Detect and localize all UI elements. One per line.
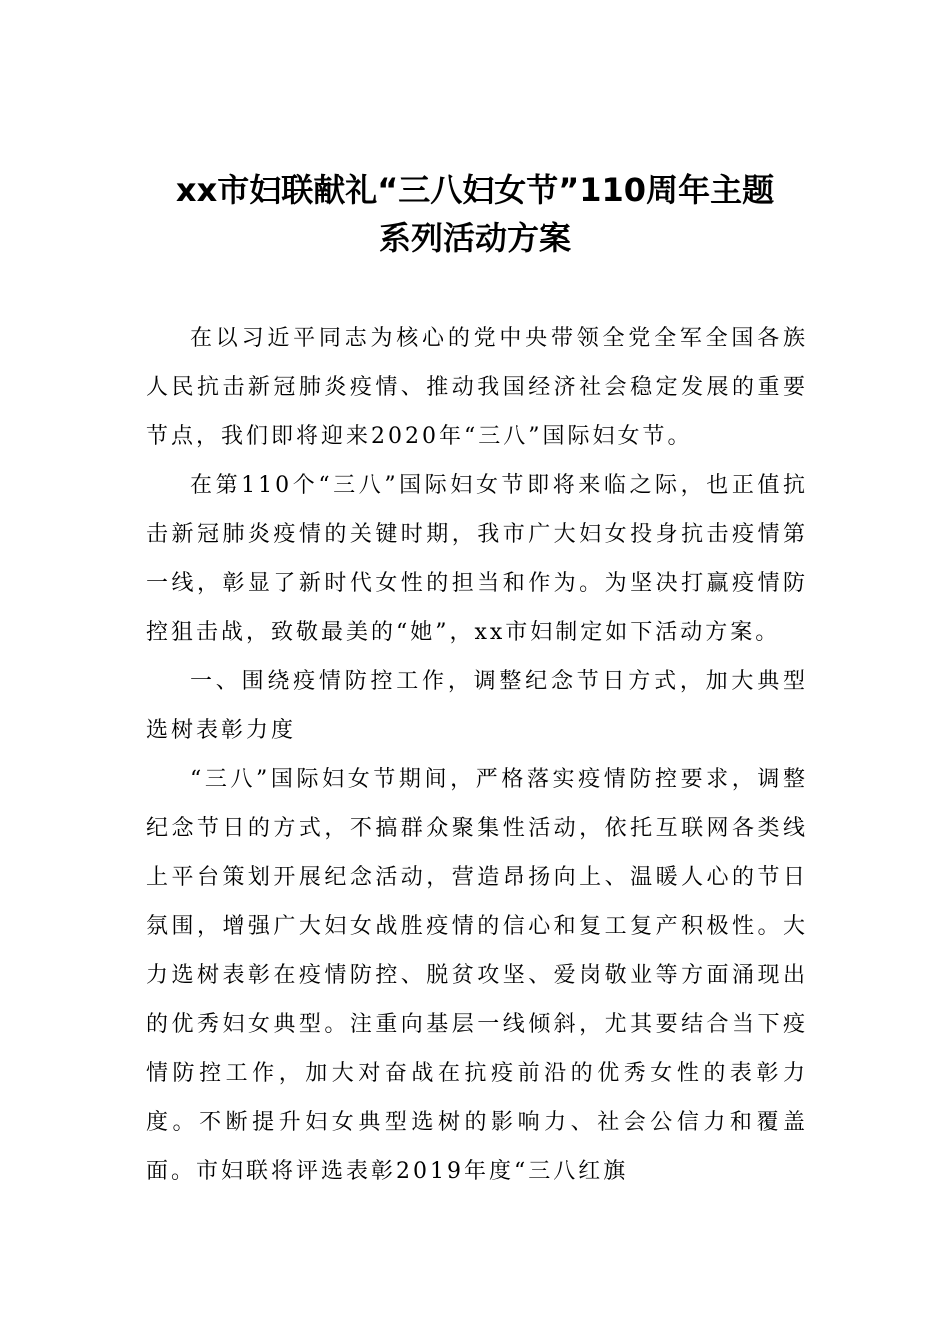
title-line-2: 系列活动方案 bbox=[378, 219, 571, 257]
paragraph-background: 在第110个“三八”国际妇女节即将来临之际，也正值抗击新冠肺炎疫情的关键时期，我市广大妇女投身抗击疫情第一线，彰显了新时代女性的担当和作为。为坚决打赢疫情防控狙击战，致敬最美的“她”，xx市妇制定如下活动方案。 bbox=[146, 473, 808, 645]
section-heading-1: 一、围绕疫情防控工作，调整纪念节日方式，加大典型选树表彰力度 bbox=[146, 669, 808, 743]
document-body bbox=[146, 314, 808, 1196]
document-title bbox=[120, 166, 830, 262]
title-line-1: xx市妇联献礼“三八妇女节”110周年主题 bbox=[175, 171, 775, 209]
paragraph-intro: 在以习近平同志为核心的党中央带领全党全军全国各族人民抗击新冠肺炎疫情、推动我国经济社会稳定发展的重要节点，我们即将迎来2020年“三八”国际妇女节。 bbox=[146, 326, 808, 449]
paragraph-section-1: “三八”国际妇女节期间，严格落实疫情防控要求，调整纪念节日的方式，不搞群众聚集性活动，依托互联网各类线上平台策划开展纪念活动，营造昂扬向上、温暖人心的节日氛围，增强广大妇女战胜疫情的信心和复工复产积极性。大力选树表彰在疫情防控、脱贫攻坚、爱岗敬业等方面涌现出的优秀妇女典型。注重向基层一线倾斜，尤其要结合当下疫情防控工作，加大对奋战在抗疫前沿的优秀女性的表彰力度。不断提升妇女典型选树的影响力、社会公信力和覆盖面。市妇联将评选表彰2019年度“三八红旗 bbox=[146, 767, 808, 1184]
